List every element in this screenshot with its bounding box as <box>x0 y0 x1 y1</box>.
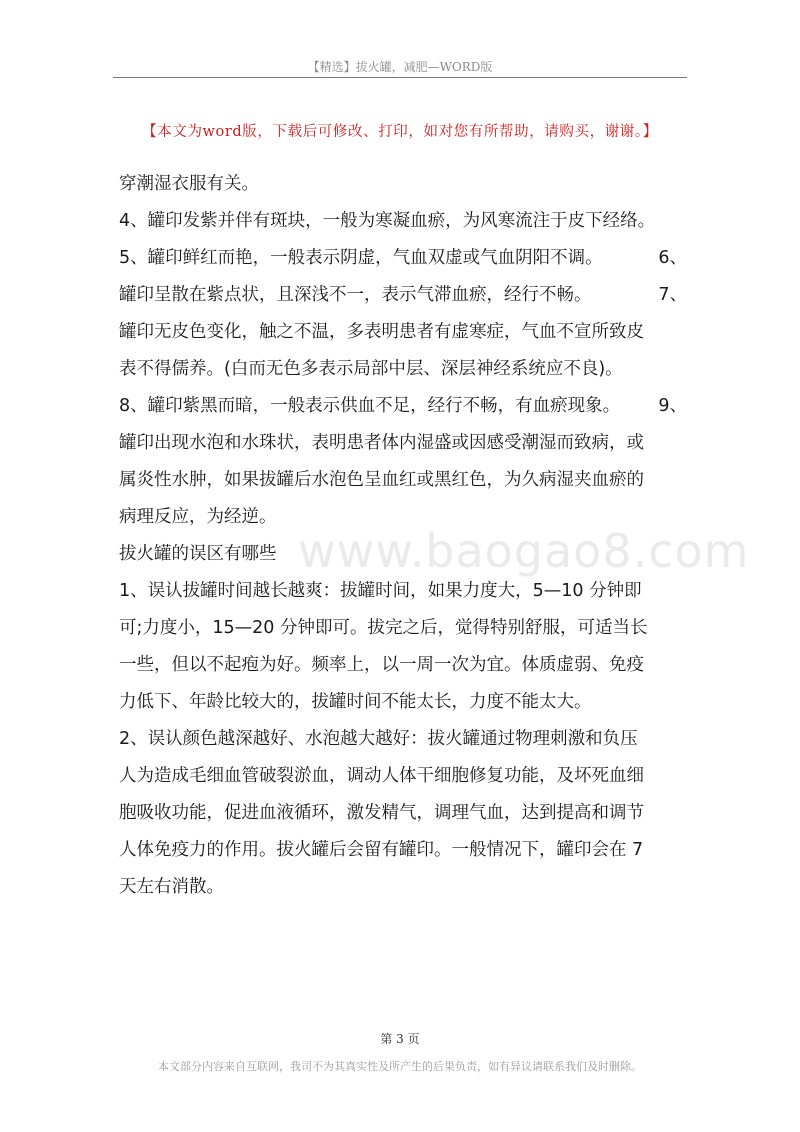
paragraph-line: 2、误认颜色越深越好、水泡越大越好：拔火罐通过物理刺激和负压 <box>119 729 638 749</box>
paragraph-line: 力低下、年龄比较大的，拔罐时间不能太长，力度不能太大。 <box>119 692 592 712</box>
paragraph-line: 罐印无皮色变化，触之不温，多表明患者有虚寒症，气血不宣所致皮 <box>119 322 644 342</box>
header-divider <box>113 77 687 78</box>
paragraph-line <box>119 277 687 314</box>
line-segment: 9、 <box>658 396 687 416</box>
paragraph-line: 人为造成毛细血管破裂淤血，调动人体干细胞修复功能，及坏死血细 <box>119 766 644 786</box>
word-version-notice: 【本文为word版，下载后可修改、打印，如对您有所帮助，请购买，谢谢。】 <box>142 124 658 140</box>
header-title: 【精选】拔火罐，减肥—WORD版 <box>307 60 493 74</box>
paragraph-line: 人体免疫力的作用。拔火罐后会留有罐印。一般情况下，罐印会在 7 <box>119 840 644 860</box>
page-number: 第 3 页 <box>380 1032 420 1046</box>
line-segment: 6、 <box>658 248 687 268</box>
paragraph-line: 病理反应，为经逆。 <box>119 507 277 527</box>
paragraph-line: 天左右消散。 <box>119 877 224 897</box>
paragraph-line: 表不得儒养。(白而无色多表示局部中层、深层神经系统应不良)。 <box>119 359 623 379</box>
watermark: www.baogao8.com <box>298 524 750 578</box>
paragraph-line: 罐印出现水泡和水珠状，表明患者体内湿盛或因感受潮湿而致病，或 <box>119 433 644 453</box>
paragraph-line: 1、误认拔罐时间越长越爽：拔罐时间，如果力度大，5—10 分钟即 <box>119 581 642 601</box>
footer-disclaimer: 本文部分内容来自互联网，我司不为其真实性及所产生的后果负责，如有异议请联系我们及时删除。 <box>158 1060 642 1073</box>
paragraph-line: 属炎性水肿，如果拔罐后水泡色呈血红或黑红色，为久病湿夹血瘀的 <box>119 470 644 490</box>
paragraph-line: 穿潮湿衣服有关。 <box>119 174 259 194</box>
line-segment: 7、 <box>658 285 687 305</box>
paragraph-line: 一些，但以不起疱为好。频率上，以一周一次为宜。体质虚弱、免疫 <box>119 655 644 675</box>
paragraph-line <box>119 388 687 425</box>
line-segment: 8、罐印紫黑而暗，一般表示供血不足，经行不畅，有血瘀现象。 <box>119 396 621 416</box>
body-text <box>119 166 687 906</box>
paragraph-line: 胞吸收功能，促进血液循环，激发精气，调理气血，达到提高和调节 <box>119 803 644 823</box>
line-segment: 5、罐印鲜红而艳，一般表示阴虚，气血双虚或气血阴阳不调。 <box>119 248 603 268</box>
paragraph-line: 拔火罐的误区有哪些 <box>119 544 277 564</box>
paragraph-line <box>119 240 687 277</box>
line-segment: 罐印呈散在紫点状，且深浅不一，表示气滞血瘀，经行不畅。 <box>119 285 592 305</box>
paragraph-line: 4、罐印发紫并伴有斑块，一般为寒凝血瘀，为风寒流注于皮下经络。 <box>119 211 656 231</box>
paragraph-line: 可;力度小，15—20 分钟即可。拔完之后，觉得特别舒服，可适当长 <box>119 618 648 638</box>
